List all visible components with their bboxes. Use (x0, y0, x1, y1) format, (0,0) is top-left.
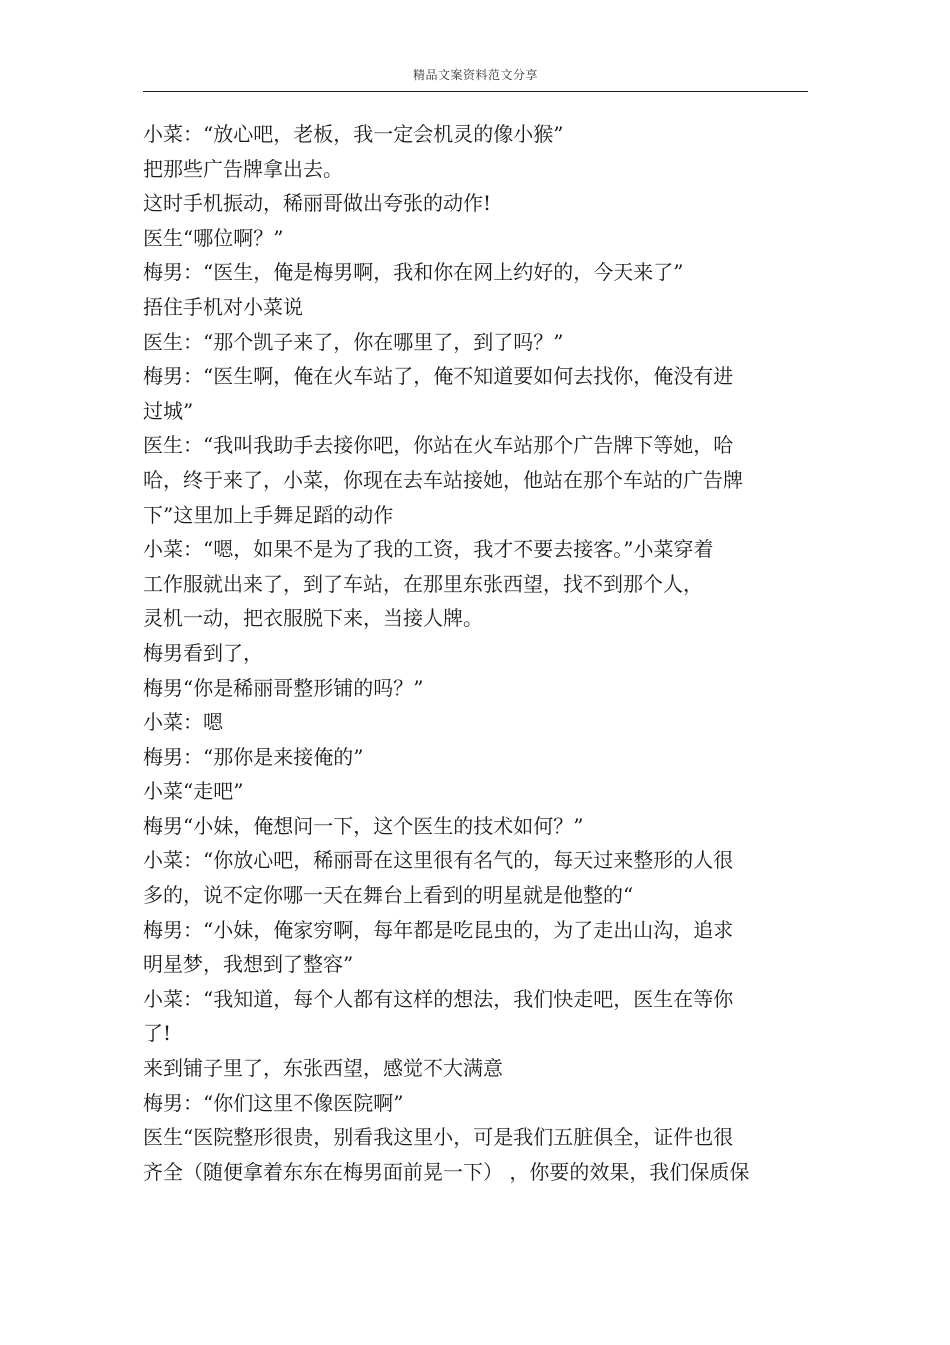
document-body (143, 117, 803, 1189)
page-header: 精品文案资料范文分享 (412, 68, 538, 82)
text-line: 下”这里加上手舞足蹈的动作 (143, 502, 394, 527)
text-line: 医生“医院整形很贵，别看我这里小，可是我们五脏俱全，证件也很 (143, 1125, 734, 1150)
text-line: 来到铺子里了，东张西望，感觉不大满意 (143, 1056, 503, 1081)
text-line: 梅男看到了， (143, 640, 263, 665)
text-line: 多的，说不定你哪一天在舞台上看到的明星就是他整的“ (143, 883, 634, 908)
text-line: 小菜：“你放心吧，稀丽哥在这里很有名气的，每天过来整形的人很 (143, 848, 734, 873)
text-line: 梅男：“医生，俺是梅男啊，我和你在网上约好的，今天来了” (143, 260, 684, 285)
text-line: 小菜：嗯 (143, 710, 223, 735)
text-line: 这时手机振动，稀丽哥做出夸张的动作! (143, 191, 492, 216)
text-line: 明星梦，我想到了整容” (143, 952, 354, 977)
text-line: 小菜：“我知道，每个人都有这样的想法，我们快走吧，医生在等你 (143, 986, 734, 1011)
text-line: 齐全（随便拿着东东在梅男面前晃一下） ，你要的效果，我们保质保 (143, 1159, 750, 1184)
text-line: 哈，终于来了，小菜，你现在去车站接她，他站在那个车站的广告牌 (143, 467, 743, 492)
text-line: 小菜“走吧” (143, 779, 244, 804)
text-line: 梅男：“医生啊，俺在火车站了，俺不知道要如何去找你，俺没有进 (143, 364, 734, 389)
text-line: 把那些广告牌拿出去。 (143, 156, 343, 181)
text-line: 灵机一动，把衣服脱下来，当接人牌。 (143, 606, 483, 631)
text-line: 工作服就出来了，到了车站，在那里东张西望，找不到那个人， (143, 571, 703, 596)
text-line: 医生：“我叫我助手去接你吧，你站在火车站那个广告牌下等她，哈 (143, 433, 734, 458)
text-line: 梅男“你是稀丽哥整形铺的吗？” (143, 675, 424, 700)
text-line: 捂住手机对小菜说 (143, 294, 303, 319)
text-line: 医生“哪位啊？” (143, 225, 284, 250)
header-divider (143, 91, 808, 92)
text-line: 梅男：“小妹，俺家穷啊，每年都是吃昆虫的，为了走出山沟，追求 (143, 917, 734, 942)
text-line: 小菜：“放心吧，老板，我一定会机灵的像小猴” (143, 122, 564, 146)
text-line: 小菜：“嗯，如果不是为了我的工资，我才不要去接客。”小菜穿着 (143, 537, 714, 562)
text-line: 过城” (143, 398, 194, 423)
text-line: 梅男：“你们这里不像医院啊” (143, 1090, 404, 1115)
text-line: 了! (143, 1021, 172, 1046)
text-line: 医生：“那个凯子来了，你在哪里了，到了吗？” (143, 329, 564, 354)
text-line: 梅男：“那你是来接俺的” (143, 744, 364, 769)
text-line: 梅男“小妹，俺想问一下，这个医生的技术如何？” (143, 813, 584, 838)
